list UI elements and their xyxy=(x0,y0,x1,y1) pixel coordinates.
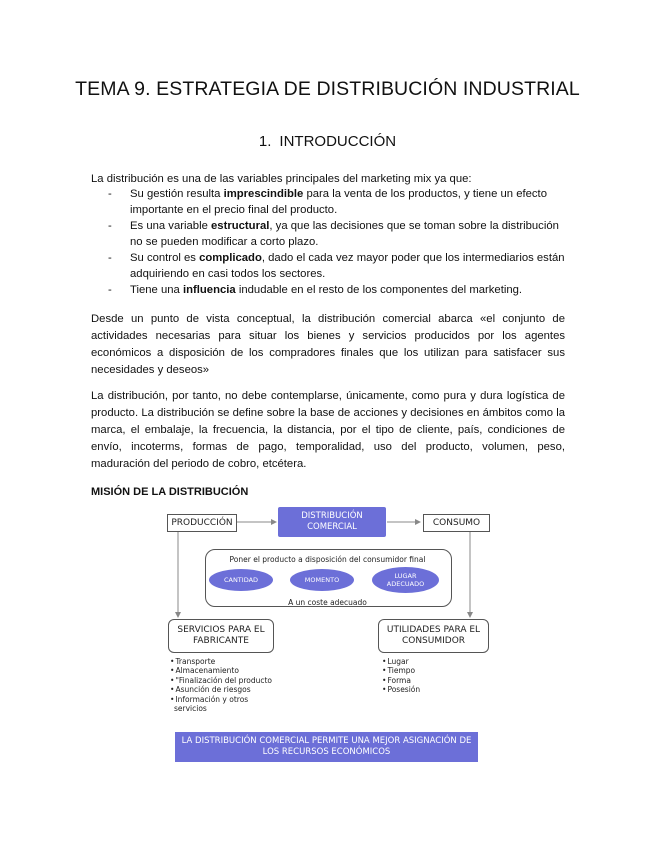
bullet-bold: estructural xyxy=(211,220,270,232)
banner-line2: LOS RECURSOS ECONÓMICOS xyxy=(262,747,391,757)
servicios-fabricante-box xyxy=(168,619,274,653)
list-item: • Información y otros xyxy=(170,695,272,704)
list-item: • Transporte xyxy=(170,657,272,666)
coste-adecuado-text: A un coste adecuado xyxy=(288,598,367,607)
list-item: • Posesión xyxy=(382,685,420,694)
produccion-box: PRODUCCIÓN xyxy=(167,514,237,532)
bullet-bold: complicado xyxy=(199,252,262,264)
paragraph-definition: Desde un punto de vista conceptual, la distribución comercial abarca «el conjunto de actividades necesarias para situar los bienes y servicios producidos por los agentes económicos a disposición de los compradores finales que los utilizan para satisfacer sus necesidades y deseos» xyxy=(91,313,565,376)
poner-producto-text: Poner el producto a disposición del consumidor final xyxy=(229,555,426,564)
bullet-text: , ya que las decisiones que se toman sobre la distribución no se pueden modificar a corto plazo. xyxy=(130,220,559,248)
intro-text: La distribución es una de las variables principales del marketing mix ya que: xyxy=(91,173,472,185)
utilidades-line1: UTILIDADES PARA EL xyxy=(386,625,481,635)
bullet-bold: imprescindible xyxy=(223,188,304,200)
list-item: • Asunción de riesgos xyxy=(170,685,272,694)
bullet-dash: - xyxy=(108,252,112,264)
momento-pill: MOMENTO xyxy=(290,569,354,591)
bullet-text: , dado el cada vez mayor poder que los intermediarios están adquiriendo en casi todos los sectores. xyxy=(130,252,565,280)
distribucion-comercial-box xyxy=(278,507,386,537)
lugar-line1: LUGAR xyxy=(394,572,417,580)
utilidades-consumidor-box xyxy=(378,619,489,653)
section-name: INTRODUCCIÓN xyxy=(279,133,397,150)
distribucion-line1: DISTRIBUCIÓN xyxy=(301,511,363,521)
servicios-list xyxy=(170,657,272,713)
lugar-adecuado-pill xyxy=(372,567,439,593)
servicios-line1: SERVICIOS PARA EL xyxy=(177,625,265,635)
list-item: • "Finalización del producto xyxy=(170,676,272,685)
bullet-bold: influencia xyxy=(182,284,236,296)
servicios-line2: FABRICANTE xyxy=(193,636,249,646)
bullet-text: para la venta de los productos, y tiene un efecto importante en el precio final del producto. xyxy=(130,188,547,216)
bullet-dash: - xyxy=(108,188,112,200)
list-item: • Almacenamiento xyxy=(170,666,272,675)
distribucion-line2: COMERCIAL xyxy=(307,522,357,532)
conclusion-banner xyxy=(175,732,478,762)
bullet-dash: - xyxy=(108,220,112,232)
list-item: • Lugar xyxy=(382,657,420,666)
page-title: TEMA 9. ESTRATEGIA DE DISTRIBUCIÓN INDUSTRIAL xyxy=(75,78,580,100)
bullet-dash: - xyxy=(108,284,112,296)
paragraph-logistics: La distribución, por tanto, no debe contemplarse, únicamente, como pura y dura logística de producto. La distribución se define sobre la base de acciones y decisiones en ámbitos como la marca, el embalaje, la frecuencia, la distancia, por el tipo de cliente, país, condiciones de envío, incoterms, formas de pago, temporalidad, uso del producto, volumen, peso, maduración del periodo de cobro, etcétera. xyxy=(91,390,565,470)
section-number: 1. xyxy=(258,133,272,150)
bullet-text: indudable en el resto de los componentes del marketing. xyxy=(235,284,523,296)
list-item: • Forma xyxy=(382,676,420,685)
bullet-text: Tiene una xyxy=(130,284,183,296)
mision-heading: MISIÓN DE LA DISTRIBUCIÓN xyxy=(91,486,249,498)
cantidad-pill: CANTIDAD xyxy=(209,569,273,591)
utilidades-list xyxy=(382,657,420,695)
utilidades-line2: CONSUMIDOR xyxy=(401,636,466,646)
list-item-continuation: servicios xyxy=(174,704,207,714)
list-item: • Tiempo xyxy=(382,666,420,675)
banner-line1: LA DISTRIBUCIÓN COMERCIAL PERMITE UNA MEJOR ASIGNACIÓN DE xyxy=(181,736,472,746)
bullet-text: Es una variable xyxy=(130,220,212,232)
bullet-text: Su control es xyxy=(130,252,200,264)
bullet-text: Su gestión resulta xyxy=(130,188,224,200)
lugar-line2: ADECUADO xyxy=(386,580,425,588)
consumo-box: CONSUMO xyxy=(423,514,490,532)
